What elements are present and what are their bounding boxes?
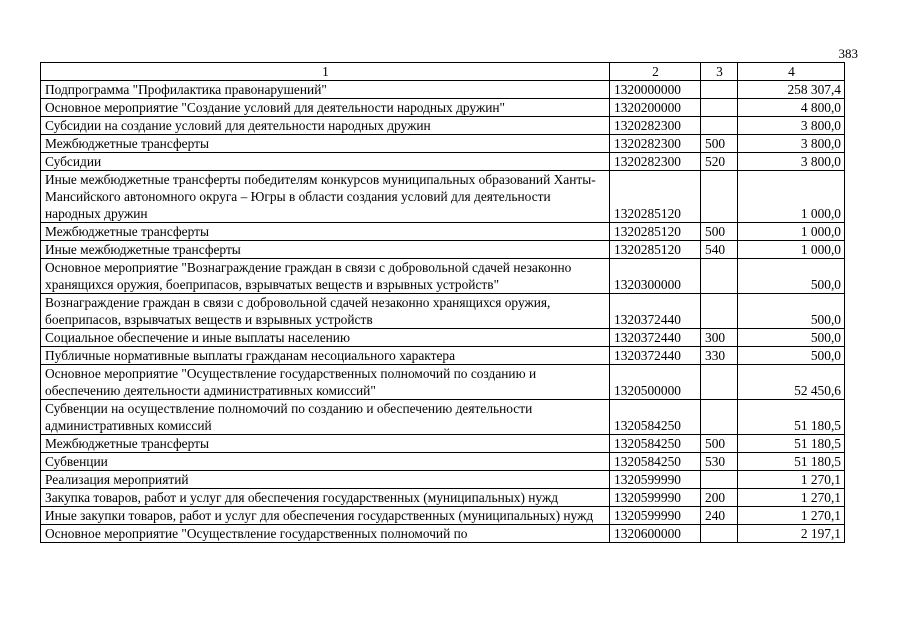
cell-sum: 500,0: [738, 329, 845, 347]
table-row: [41, 223, 845, 241]
cell-name: Межбюджетные трансферты: [41, 223, 610, 241]
cell-type: [701, 471, 738, 489]
table-row: [41, 135, 845, 153]
page-number: 383: [838, 46, 858, 61]
table-row: [41, 400, 845, 435]
cell-code: 1320584250: [610, 435, 701, 453]
cell-code: 1320285120: [610, 241, 701, 259]
cell-code: 1320372440: [610, 347, 701, 365]
table-row: [41, 525, 845, 543]
cell-name: Вознаграждение граждан в связи с добровольной сдачей незаконно хранящихся оружия, боеприпасов, взрывчатых веществ и взрывных устройств: [41, 294, 610, 329]
table-row: [41, 259, 845, 294]
cell-type: 300: [701, 329, 738, 347]
cell-code: 1320300000: [610, 259, 701, 294]
cell-sum: 51 180,5: [738, 453, 845, 471]
cell-code: 1320285120: [610, 171, 701, 223]
table-row: [41, 294, 845, 329]
cell-code: 1320200000: [610, 99, 701, 117]
cell-type: 500: [701, 435, 738, 453]
cell-name: Основное мероприятие "Создание условий для деятельности народных дружин": [41, 99, 610, 117]
cell-name: Публичные нормативные выплаты гражданам несоциального характера: [41, 347, 610, 365]
table-row: [41, 329, 845, 347]
cell-name: Иные межбюджетные трансферты: [41, 241, 610, 259]
cell-sum: 1 000,0: [738, 223, 845, 241]
cell-type: [701, 400, 738, 435]
table-row: [41, 435, 845, 453]
cell-code: 1320500000: [610, 365, 701, 400]
cell-name: Основное мероприятие "Осуществление государственных полномочий по: [41, 525, 610, 543]
table-row: [41, 453, 845, 471]
cell-sum: 500,0: [738, 347, 845, 365]
cell-sum: 1 000,0: [738, 241, 845, 259]
cell-type: 540: [701, 241, 738, 259]
cell-name: Субвенции на осуществление полномочий по созданию и обеспечению деятельности административных комиссий: [41, 400, 610, 435]
cell-name: Иные закупки товаров, работ и услуг для обеспечения государственных (муниципальных) нужд: [41, 507, 610, 525]
table-row: [41, 117, 845, 135]
cell-code: 1320372440: [610, 294, 701, 329]
cell-type: 500: [701, 223, 738, 241]
table-row: [41, 347, 845, 365]
cell-code: 1320000000: [610, 81, 701, 99]
column-header-type: 3: [701, 63, 738, 81]
cell-sum: 3 800,0: [738, 135, 845, 153]
table-row: [41, 241, 845, 259]
cell-name: Основное мероприятие "Осуществление государственных полномочий по созданию и обеспечению деятельности административных комиссий": [41, 365, 610, 400]
table-row: [41, 153, 845, 171]
cell-code: 1320282300: [610, 153, 701, 171]
table-row: [41, 365, 845, 400]
cell-name: Субвенции: [41, 453, 610, 471]
cell-code: 1320599990: [610, 471, 701, 489]
cell-code: 1320372440: [610, 329, 701, 347]
column-header-code: 2: [610, 63, 701, 81]
table-row: [41, 81, 845, 99]
cell-code: 1320282300: [610, 135, 701, 153]
cell-code: 1320600000: [610, 525, 701, 543]
cell-sum: 1 270,1: [738, 507, 845, 525]
cell-type: [701, 365, 738, 400]
cell-type: 500: [701, 135, 738, 153]
cell-name: Подпрограмма "Профилактика правонарушений": [41, 81, 610, 99]
cell-name: Межбюджетные трансферты: [41, 435, 610, 453]
cell-type: 240: [701, 507, 738, 525]
cell-type: [701, 259, 738, 294]
table-header-row: [41, 63, 845, 81]
cell-name: Основное мероприятие "Вознаграждение граждан в связи с добровольной сдачей незаконно хранящихся оружия, боеприпасов, взрывчатых веществ и взрывных устройств": [41, 259, 610, 294]
cell-sum: 500,0: [738, 294, 845, 329]
table-row: [41, 171, 845, 223]
cell-name: Иные межбюджетные трансферты победителям конкурсов муниципальных образований Ханты-Мансийского автономного округа – Югры в области создания условий для деятельности народных дружин: [41, 171, 610, 223]
cell-type: 520: [701, 153, 738, 171]
cell-type: [701, 81, 738, 99]
cell-type: 200: [701, 489, 738, 507]
cell-type: 330: [701, 347, 738, 365]
cell-name: Реализация мероприятий: [41, 471, 610, 489]
cell-sum: 51 180,5: [738, 435, 845, 453]
cell-type: [701, 117, 738, 135]
cell-name: Социальное обеспечение и иные выплаты населению: [41, 329, 610, 347]
budget-table: [40, 62, 845, 543]
cell-code: 1320584250: [610, 453, 701, 471]
cell-name: Межбюджетные трансферты: [41, 135, 610, 153]
cell-type: [701, 171, 738, 223]
cell-sum: 2 197,1: [738, 525, 845, 543]
cell-code: 1320285120: [610, 223, 701, 241]
table-row: [41, 99, 845, 117]
cell-sum: 1 000,0: [738, 171, 845, 223]
cell-name: Субсидии: [41, 153, 610, 171]
cell-type: [701, 525, 738, 543]
cell-type: [701, 294, 738, 329]
cell-type: 530: [701, 453, 738, 471]
cell-sum: 1 270,1: [738, 471, 845, 489]
cell-sum: 3 800,0: [738, 117, 845, 135]
cell-name: Субсидии на создание условий для деятельности народных дружин: [41, 117, 610, 135]
cell-name: Закупка товаров, работ и услуг для обеспечения государственных (муниципальных) нужд: [41, 489, 610, 507]
cell-type: [701, 99, 738, 117]
cell-code: 1320599990: [610, 489, 701, 507]
cell-sum: 4 800,0: [738, 99, 845, 117]
cell-sum: 52 450,6: [738, 365, 845, 400]
table-body: [41, 81, 845, 543]
column-header-sum: 4: [738, 63, 845, 81]
table-row: [41, 489, 845, 507]
table-row: [41, 507, 845, 525]
column-header-name: 1: [41, 63, 610, 81]
cell-code: 1320599990: [610, 507, 701, 525]
cell-sum: 51 180,5: [738, 400, 845, 435]
cell-sum: 258 307,4: [738, 81, 845, 99]
cell-code: 1320584250: [610, 400, 701, 435]
cell-sum: 1 270,1: [738, 489, 845, 507]
cell-code: 1320282300: [610, 117, 701, 135]
cell-sum: 3 800,0: [738, 153, 845, 171]
cell-sum: 500,0: [738, 259, 845, 294]
table-row: [41, 471, 845, 489]
